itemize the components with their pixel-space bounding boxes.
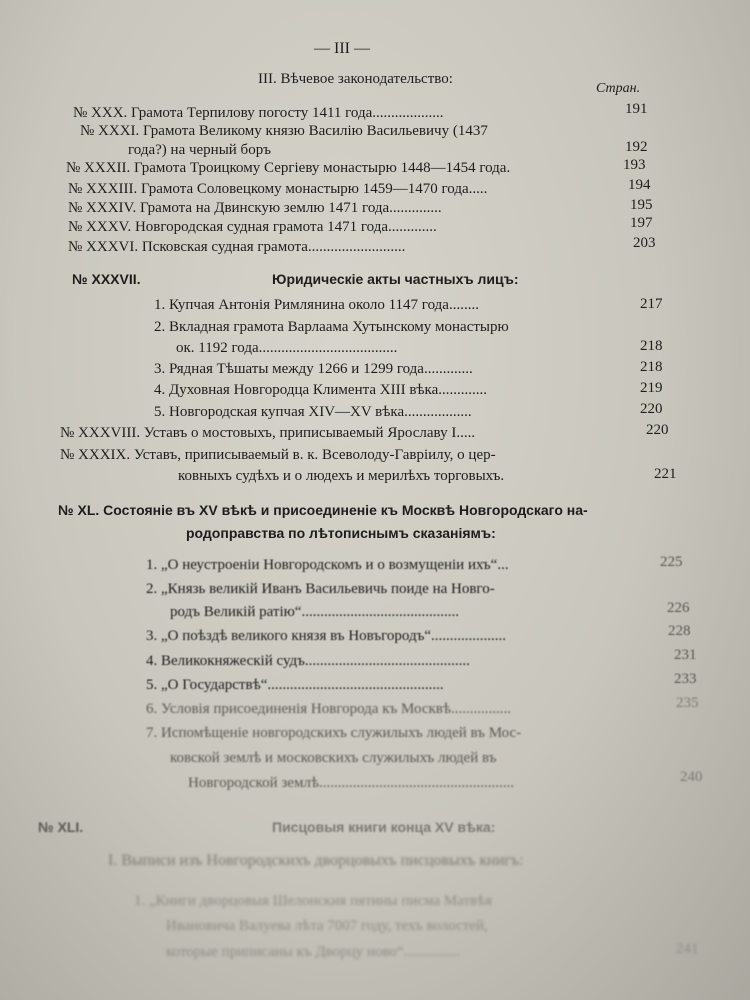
page-number: 217 <box>640 296 663 312</box>
page-number: 195 <box>630 197 653 213</box>
toc-entry-continuation: ковныхъ судѣхъ и о людехъ и мерилѣхъ торговыхъ. <box>178 468 505 484</box>
toc-entry: № XXXI. Грамота Великому князю Василію Васильевичу (1437 <box>80 123 488 139</box>
section-title: Писцовыя книги конца XV вѣка: <box>272 819 496 835</box>
page-number: 226 <box>667 600 690 616</box>
page-number: 233 <box>674 671 697 687</box>
section-title: Юридическіе акты частныхъ лицъ: <box>272 271 519 287</box>
toc-entry: 5. „О Государствѣ“............................................... <box>146 677 444 693</box>
toc-entry-continuation: Ивановича Валуева лѣта 7007 году, техъ волостей, <box>166 918 488 934</box>
section-title: III. Вѣчевое законодательство: <box>258 71 453 87</box>
toc-entry: 3. „О поѣздѣ великого князя въ Новъгородъ“.................... <box>146 628 507 644</box>
toc-entry-continuation: ковской землѣ и московскихъ служилыхъ людей въ <box>170 750 497 766</box>
toc-entry: 1. „О неустроеніи Новгородскомъ и о возмущеніи ихъ“... <box>146 557 509 573</box>
toc-entry: № XXXV. Новгородская судная грамота 1471 года............. <box>68 219 437 235</box>
section-number: № XXXVII. <box>72 271 141 287</box>
toc-entry: 7. Испомѣщеніе новгородскихъ служилыхъ людей въ Мос- <box>146 725 522 741</box>
page-number: 192 <box>625 139 648 155</box>
toc-entry: 4. Духовная Новгородца Климента XIII вѣка............. <box>154 382 488 398</box>
page-number: 225 <box>660 554 683 570</box>
page-number: 218 <box>640 338 663 354</box>
toc-entry: № XXX. Грамота Терпилову погосту 1411 года................... <box>73 105 444 121</box>
toc-entry-continuation: родъ Великій ратію“.......................................... <box>170 604 459 620</box>
toc-entry-continuation: года?) на черный боръ <box>128 142 271 158</box>
section-number: № XLI. <box>38 819 84 835</box>
section-title-continuation: родоправства по лѣтописнымъ сказаніямъ: <box>186 525 496 541</box>
page-number: 228 <box>668 623 691 639</box>
page-number: 203 <box>633 235 656 251</box>
toc-entry-continuation: Новгородской землѣ.................................................... <box>188 775 515 791</box>
toc-entry: № XXXVIII. Уставъ о мостовыхъ, приписываемый Ярославу I..... <box>60 425 476 441</box>
page-number: 231 <box>674 647 697 663</box>
section-title: № XL. Состояніе въ XV вѣкѣ и присоединеніе къ Москвѣ Новгородскаго на- <box>58 502 588 518</box>
page-number: 241 <box>676 941 699 957</box>
toc-entry-continuation: ок. 1192 года..................................... <box>176 340 398 356</box>
subsection-title: I. Выписи изъ Новгородскихъ дворцовыхъ писцовыхъ книгъ: <box>108 852 524 869</box>
toc-entry: 4. Великокняжескій судъ............................................ <box>146 653 470 669</box>
page-number: 240 <box>680 769 703 785</box>
page-number: 221 <box>654 466 677 482</box>
page-header: — III — <box>314 40 370 57</box>
toc-entry: № XXXII. Грамота Троицкому Сергіеву монастырю 1448—1454 года. <box>66 160 511 176</box>
toc-entry: 2. „Князь великій Иванъ Васильевичь поиде на Новго- <box>146 581 495 597</box>
page-number: 197 <box>630 215 653 231</box>
page-number: 220 <box>646 422 669 438</box>
toc-entry: 6. Условія присоединенія Новгорода къ Москвѣ................ <box>146 701 512 717</box>
toc-entry-continuation: которые приписаны къ Дворцу ново“............... <box>166 944 460 960</box>
toc-entry: № XXXIV. Грамота на Двинскую землю 1471 года.............. <box>68 200 442 216</box>
toc-entry: 1. Купчая Антонія Римлянина около 1147 года........ <box>154 297 479 313</box>
page-number: 220 <box>640 401 663 417</box>
page-number: 219 <box>640 380 663 396</box>
page-number: 191 <box>625 101 648 117</box>
page-number: 218 <box>640 359 663 375</box>
toc-entry: 3. Рядная Тѣшаты между 1266 и 1299 года............. <box>154 361 473 377</box>
page-number: 194 <box>628 177 651 193</box>
toc-entry: № XXXIII. Грамота Соловецкому монастырю 1459—1470 года..... <box>68 181 488 197</box>
page-number: 235 <box>676 695 699 711</box>
toc-entry: № XXXIX. Уставъ, приписываемый в. к. Всеволоду-Гавріилу, о цер- <box>60 447 496 463</box>
toc-entry: № XXXVI. Псковская судная грамота.......................... <box>68 239 406 255</box>
toc-entry: 5. Новгородская купчая XIV—XV вѣка.................. <box>154 404 472 420</box>
page-number: 193 <box>623 157 646 173</box>
page-column-label: Стран. <box>596 81 641 96</box>
toc-entry: 1. „Книги дворцовыя Шелонския пятины писма Матвѣя <box>134 893 493 909</box>
toc-entry: 2. Вкладная грамота Варлаама Хутынскому монастырю <box>154 319 509 335</box>
